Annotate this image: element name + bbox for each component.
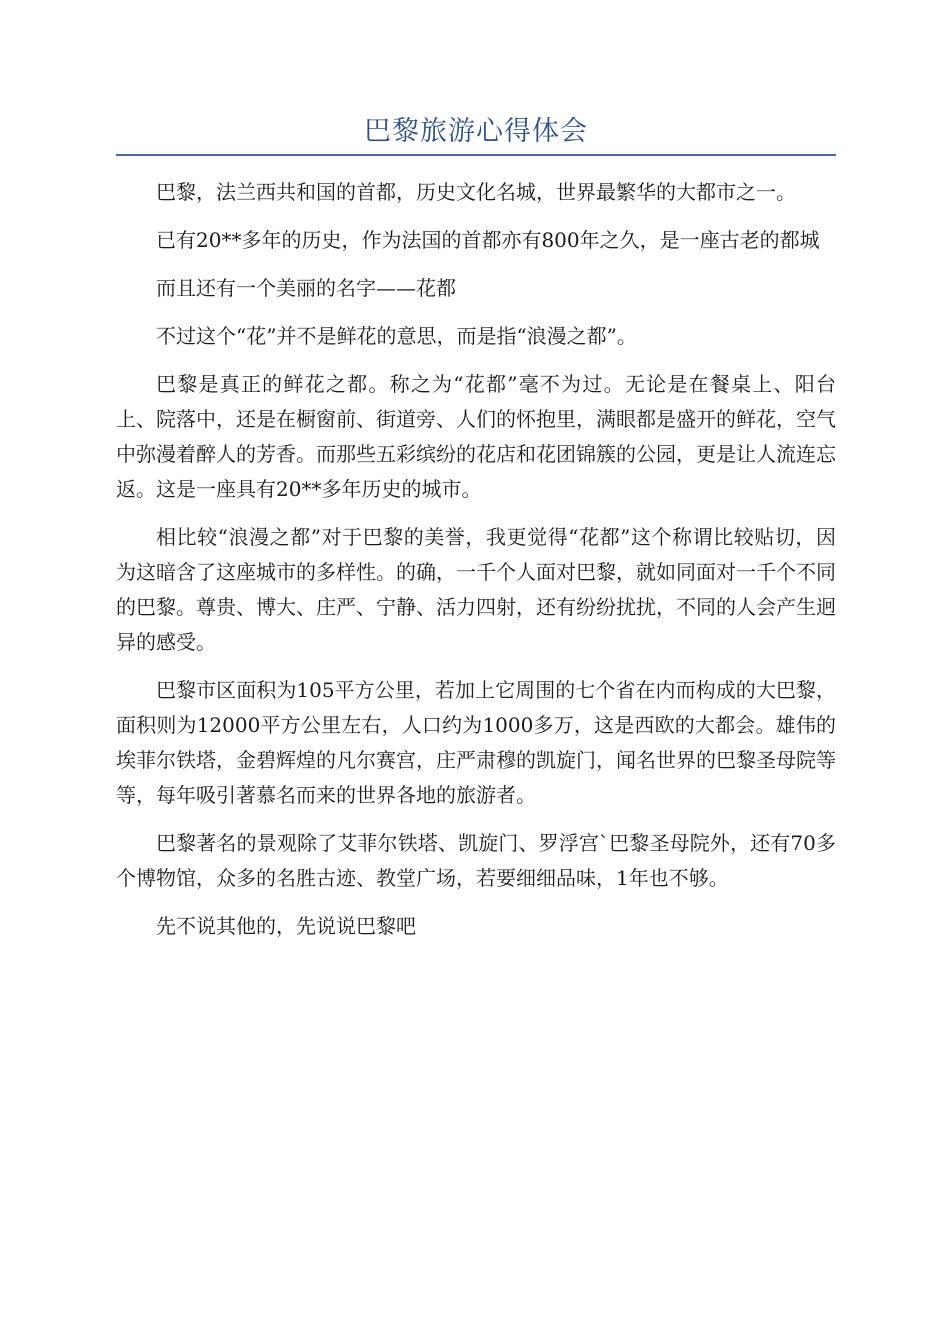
paragraph: 巴黎市区面积为105平方公里，若加上它周围的七个省在内而构成的大巴黎，面积则为12000平方公里左右，人口约为1000多万，这是西欧的大都会。雄伟的埃菲尔铁塔，金碧辉煌的凡尔赛宫，庄严肃穆的凯旋门，闻名世界的巴黎圣母院等等，每年吸引著慕名而来的世界各地的旅游者。 xyxy=(116,678,836,807)
paragraph: 而且还有一个美丽的名字——花都 xyxy=(156,276,456,300)
paragraph: 已有20**多年的历史，作为法国的首都亦有800年之久，是一座古老的都城 xyxy=(156,228,820,252)
paragraph: 巴黎是真正的鲜花之都。称之为“花都”毫不为过。无论是在餐桌上、阳台上、院落中，还是在橱窗前、街道旁、人们的怀抱里，满眼都是盛开的鲜花，空气中弥漫着醉人的芳香。而那些五彩缤纷的花店和花团锦簇的公园，更是让人流连忘返。这是一座具有20**多年历史的城市。 xyxy=(116,372,836,501)
document-body xyxy=(116,175,836,944)
paragraph: 巴黎，法兰西共和国的首都，历史文化名城，世界最繁华的大都市之一。 xyxy=(156,180,796,204)
document-title: 巴黎旅游心得体会 xyxy=(364,116,588,147)
paragraph: 巴黎著名的景观除了艾菲尔铁塔、凯旋门、罗浮宫`巴黎圣母院外，还有70多个博物馆，众多的名胜古迹、教堂广场，若要细细品味，1年也不够。 xyxy=(116,831,836,890)
title-underline xyxy=(116,154,836,156)
paragraph: 相比较“浪漫之都”对于巴黎的美誉，我更觉得“花都”这个称谓比较贴切，因为这暗含了这座城市的多样性。的确，一千个人面对巴黎，就如同面对一千个不同的巴黎。尊贵、博大、庄严、宁静、活力四射，还有纷纷扰扰，不同的人会产生迥异的感受。 xyxy=(116,525,836,654)
paragraph: 先不说其他的，先说说巴黎吧 xyxy=(156,914,416,938)
document-page xyxy=(116,0,836,957)
paragraph: 不过这个“花”并不是鲜花的意思，而是指“浪漫之都”。 xyxy=(156,324,637,348)
